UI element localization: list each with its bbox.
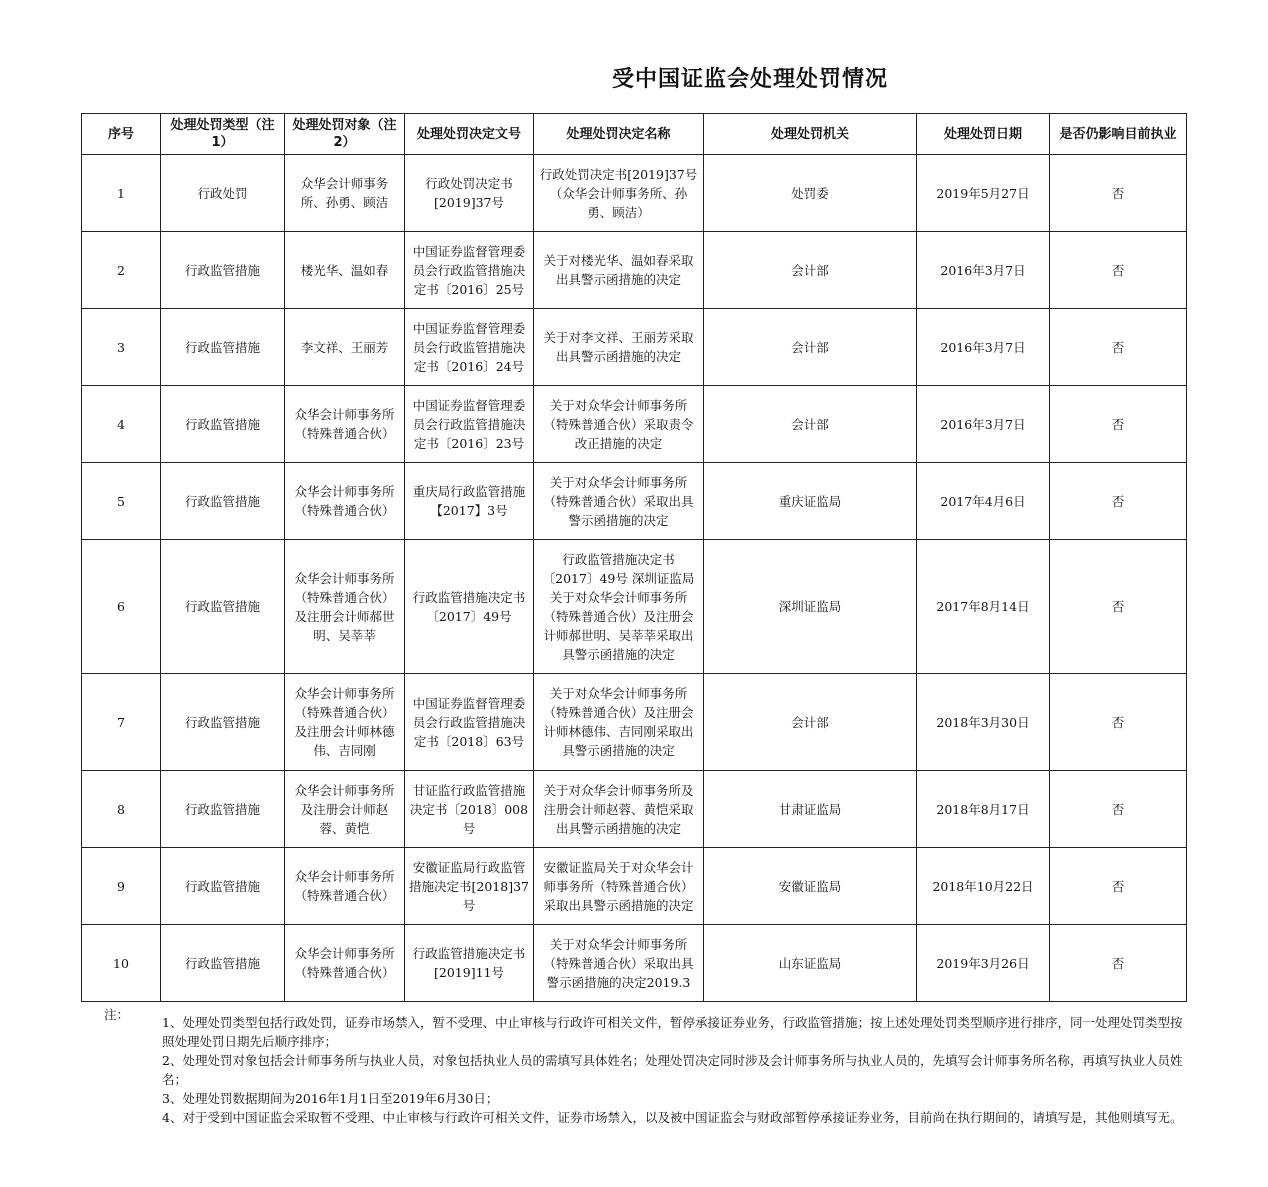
cell-doc-number: 中国证券监督管理委员会行政监管措施决定书〔2016〕25号 bbox=[405, 232, 534, 309]
cell-doc-number: 甘证监行政监管措施决定书〔2018〕008号 bbox=[405, 771, 534, 848]
footnotes-list bbox=[162, 1013, 1184, 1127]
cell-type: 行政监管措施 bbox=[161, 463, 285, 540]
cell-doc-name: 关于对众华会计师事务所（特殊普通合伙）采取出具警示函措施的决定2019.3 bbox=[534, 925, 704, 1002]
cell-doc-name: 行政处罚决定书[2019]37号（众华会计师事务所、孙勇、顾洁） bbox=[534, 155, 704, 232]
cell-index: 8 bbox=[82, 771, 161, 848]
cell-still-affects: 否 bbox=[1050, 309, 1187, 386]
table-row bbox=[82, 848, 1187, 925]
cell-date: 2018年8月17日 bbox=[917, 771, 1050, 848]
cell-still-affects: 否 bbox=[1050, 155, 1187, 232]
table-row bbox=[82, 309, 1187, 386]
cell-doc-number: 行政处罚决定书[2019]37号 bbox=[405, 155, 534, 232]
cell-authority: 会计部 bbox=[704, 674, 917, 771]
header-type: 处理处罚类型（注1） bbox=[161, 114, 285, 155]
cell-doc-number: 行政监管措施决定书[2019]11号 bbox=[405, 925, 534, 1002]
cell-index: 1 bbox=[82, 155, 161, 232]
cell-authority: 会计部 bbox=[704, 386, 917, 463]
cell-authority: 安徽证监局 bbox=[704, 848, 917, 925]
cell-type: 行政监管措施 bbox=[161, 925, 285, 1002]
cell-type: 行政监管措施 bbox=[161, 540, 285, 674]
cell-doc-name: 关于对众华会计师事务所（特殊普通合伙）及注册会计师林德伟、吉同刚采取出具警示函措施的决定 bbox=[534, 674, 704, 771]
header-authority: 处理处罚机关 bbox=[704, 114, 917, 155]
cell-date: 2016年3月7日 bbox=[917, 232, 1050, 309]
cell-date: 2018年3月30日 bbox=[917, 674, 1050, 771]
cell-target: 众华会计师事务所及注册会计师赵蓉、黄恺 bbox=[285, 771, 405, 848]
footnote-item: 2、处理处罚对象包括会计师事务所与执业人员，对象包括执业人员的需填写具体姓名；处理处罚决定同时涉及会计师事务所与执业人员的，先填写会计师事务所名称，再填写执业人员姓名； bbox=[162, 1053, 1183, 1087]
cell-authority: 山东证监局 bbox=[704, 925, 917, 1002]
header-still-affects: 是否仍影响目前执业 bbox=[1050, 114, 1187, 155]
cell-target: 众华会计师事务所（特殊普通合伙） bbox=[285, 386, 405, 463]
cell-index: 4 bbox=[82, 386, 161, 463]
header-index: 序号 bbox=[82, 114, 161, 155]
cell-date: 2018年10月22日 bbox=[917, 848, 1050, 925]
table-row bbox=[82, 540, 1187, 674]
cell-type: 行政处罚 bbox=[161, 155, 285, 232]
cell-index: 6 bbox=[82, 540, 161, 674]
cell-doc-name: 关于对李文祥、王丽芳采取出具警示函措施的决定 bbox=[534, 309, 704, 386]
penalty-table bbox=[81, 113, 1187, 1002]
table-row bbox=[82, 463, 1187, 540]
table-row bbox=[82, 925, 1187, 1002]
cell-target: 楼光华、温如春 bbox=[285, 232, 405, 309]
cell-authority: 会计部 bbox=[704, 232, 917, 309]
header-doc-number: 处理处罚决定文号 bbox=[405, 114, 534, 155]
cell-index: 9 bbox=[82, 848, 161, 925]
table-row bbox=[82, 232, 1187, 309]
cell-doc-name: 关于对众华会计师事务所（特殊普通合伙）采取责令改正措施的决定 bbox=[534, 386, 704, 463]
header-target: 处理处罚对象（注2） bbox=[285, 114, 405, 155]
cell-still-affects: 否 bbox=[1050, 232, 1187, 309]
table-row bbox=[82, 674, 1187, 771]
footnote-item: 3、处理处罚数据期间为2016年1月1日至2019年6月30日； bbox=[162, 1091, 499, 1106]
table-header-row bbox=[82, 114, 1187, 155]
cell-authority: 深圳证监局 bbox=[704, 540, 917, 674]
cell-authority: 重庆证监局 bbox=[704, 463, 917, 540]
cell-target: 众华会计师事务所（特殊普通合伙）及注册会计师林德伟、吉同刚 bbox=[285, 674, 405, 771]
cell-index: 2 bbox=[82, 232, 161, 309]
cell-doc-name: 行政监管措施决定书〔2017〕49号 深圳证监局关于对众华会计师事务所（特殊普通合伙）及注册会计师郝世明、吴莘莘采取出具警示函措施的决定 bbox=[534, 540, 704, 674]
table-row bbox=[82, 155, 1187, 232]
table-row bbox=[82, 386, 1187, 463]
cell-target: 众华会计师事务所（特殊普通合伙）及注册会计师郝世明、吴莘莘 bbox=[285, 540, 405, 674]
cell-still-affects: 否 bbox=[1050, 925, 1187, 1002]
cell-doc-number: 中国证券监督管理委员会行政监管措施决定书〔2018〕63号 bbox=[405, 674, 534, 771]
cell-doc-number: 中国证券监督管理委员会行政监管措施决定书〔2016〕23号 bbox=[405, 386, 534, 463]
document-title: 受中国证监会处理处罚情况 bbox=[611, 67, 888, 92]
cell-date: 2016年3月7日 bbox=[917, 309, 1050, 386]
cell-doc-name: 安徽证监局关于对众华会计师事务所（特殊普通合伙）采取出具警示函措施的决定 bbox=[534, 848, 704, 925]
header-date: 处理处罚日期 bbox=[917, 114, 1050, 155]
cell-date: 2016年3月7日 bbox=[917, 386, 1050, 463]
cell-doc-name: 关于对众华会计师事务所（特殊普通合伙）采取出具警示函措施的决定 bbox=[534, 463, 704, 540]
cell-type: 行政监管措施 bbox=[161, 771, 285, 848]
cell-still-affects: 否 bbox=[1050, 463, 1187, 540]
cell-type: 行政监管措施 bbox=[161, 309, 285, 386]
cell-date: 2019年5月27日 bbox=[917, 155, 1050, 232]
cell-target: 众华会计师事务所（特殊普通合伙） bbox=[285, 848, 405, 925]
cell-target: 众华会计师事务所（特殊普通合伙） bbox=[285, 925, 405, 1002]
header-doc-name: 处理处罚决定名称 bbox=[534, 114, 704, 155]
cell-doc-number: 中国证券监督管理委员会行政监管措施决定书〔2016〕24号 bbox=[405, 309, 534, 386]
cell-type: 行政监管措施 bbox=[161, 232, 285, 309]
cell-still-affects: 否 bbox=[1050, 674, 1187, 771]
cell-type: 行政监管措施 bbox=[161, 848, 285, 925]
cell-index: 3 bbox=[82, 309, 161, 386]
cell-index: 5 bbox=[82, 463, 161, 540]
cell-still-affects: 否 bbox=[1050, 540, 1187, 674]
cell-doc-name: 关于对众华会计师事务所及注册会计师赵蓉、黄恺采取出具警示函措施的决定 bbox=[534, 771, 704, 848]
cell-doc-number: 重庆局行政监管措施【2017】3号 bbox=[405, 463, 534, 540]
footnotes-label: 注： bbox=[104, 1007, 130, 1022]
cell-date: 2019年3月26日 bbox=[917, 925, 1050, 1002]
cell-authority: 处罚委 bbox=[704, 155, 917, 232]
cell-index: 7 bbox=[82, 674, 161, 771]
cell-still-affects: 否 bbox=[1050, 386, 1187, 463]
cell-type: 行政监管措施 bbox=[161, 674, 285, 771]
cell-target: 众华会计师事务所、孙勇、顾洁 bbox=[285, 155, 405, 232]
cell-date: 2017年8月14日 bbox=[917, 540, 1050, 674]
cell-doc-number: 行政监管措施决定书〔2017〕49号 bbox=[405, 540, 534, 674]
cell-doc-name: 关于对楼光华、温如春采取出具警示函措施的决定 bbox=[534, 232, 704, 309]
footnote-item: 1、处理处罚类型包括行政处罚，证券市场禁入，暂不受理、中止审核与行政许可相关文件，暂停承接证券业务，行政监管措施；按上述处理处罚类型顺序进行排序，同一处理处罚类型按照处理处罚日期先后顺序排序； bbox=[162, 1015, 1183, 1049]
cell-authority: 会计部 bbox=[704, 309, 917, 386]
cell-date: 2017年4月6日 bbox=[917, 463, 1050, 540]
cell-target: 李文祥、王丽芳 bbox=[285, 309, 405, 386]
cell-still-affects: 否 bbox=[1050, 771, 1187, 848]
cell-still-affects: 否 bbox=[1050, 848, 1187, 925]
footnote-item: 4、对于受到中国证监会采取暂不受理、中止审核与行政许可相关文件，证券市场禁入，以及被中国证监会与财政部暂停承接证券业务，目前尚在执行期间的，请填写是，其他则填写无。 bbox=[162, 1110, 1183, 1125]
cell-doc-number: 安徽证监局行政监管措施决定书[2018]37号 bbox=[405, 848, 534, 925]
cell-target: 众华会计师事务所（特殊普通合伙） bbox=[285, 463, 405, 540]
table-row bbox=[82, 771, 1187, 848]
cell-authority: 甘肃证监局 bbox=[704, 771, 917, 848]
cell-type: 行政监管措施 bbox=[161, 386, 285, 463]
cell-index: 10 bbox=[82, 925, 161, 1002]
